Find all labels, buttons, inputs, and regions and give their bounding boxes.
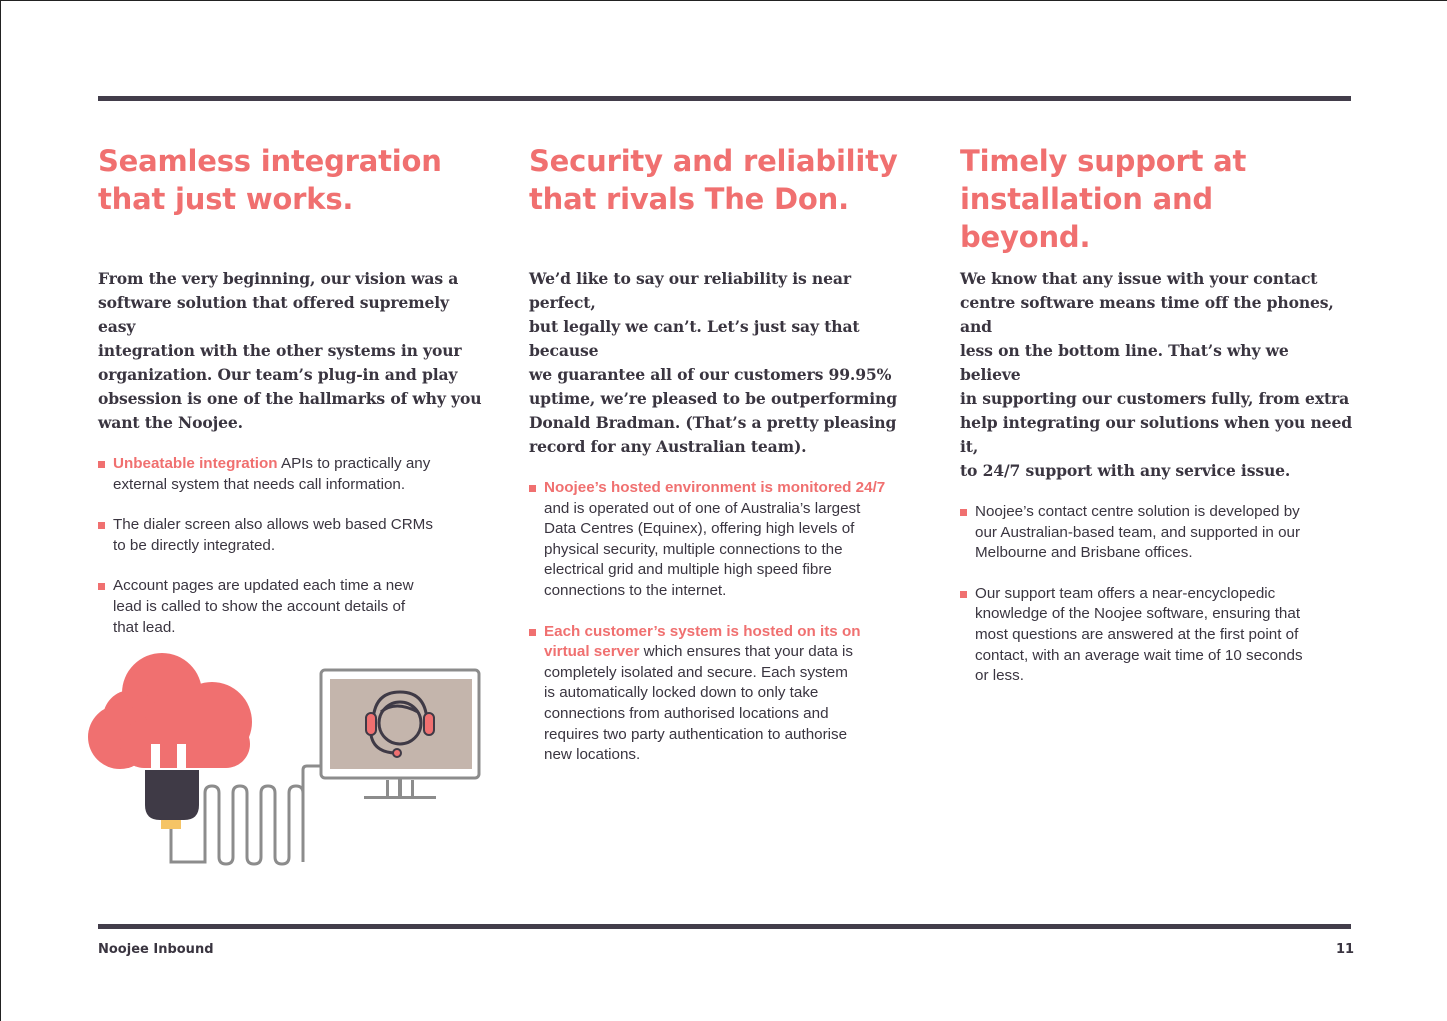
heading-integration: Seamless integration that just works. — [98, 144, 442, 216]
column-support — [960, 142, 1352, 707]
bullet-item — [960, 584, 1352, 687]
bullet-item — [98, 454, 490, 495]
bullet-item — [529, 622, 921, 766]
bullet-highlight: Noojee’s hosted environment is monitored 24/7 — [544, 479, 886, 496]
cloud-icon — [88, 653, 252, 769]
bullet-list-integration — [98, 454, 490, 638]
heading-security: Security and reliability that rivals The Don. — [529, 144, 898, 216]
intro-security: We’d like to say our reliability is near perfect, but legally we can’t. Let’s just say that because we guarantee all of our customers 99.95% uptime, we’re pleased to be outperforming Donald Bradman. (That’s a pretty pleasing record for any Australian team). — [529, 269, 897, 456]
bullet-text: APIs to practically any external system that needs call information. — [113, 455, 431, 493]
intro-integration: From the very beginning, our vision was a software solution that offered supremely easy integration with the other systems in your organization. Our team’s plug-in and play obsession is one of the hallmarks of why you want the Noojee. — [98, 269, 482, 432]
bullet-text: Noojee’s contact centre solution is developed by our Australian-based team, and supported in our Melbourne and Brisbane offices. — [975, 503, 1301, 562]
bullet-highlight: Unbeatable integration — [113, 455, 278, 472]
bottom-rule — [98, 924, 1351, 929]
column-security — [529, 142, 921, 786]
bullet-text: and is operated out of one of Australia’s largest Data Centres (Equinex), offering high levels of physical security, multiple connections to the electrical grid and multiple high speed fibre connections to the internet. — [544, 499, 861, 599]
top-rule — [98, 96, 1351, 101]
bullet-list-security — [529, 478, 921, 766]
bullet-text: Account pages are updated each time a new lead is called to show the account details of that lead. — [113, 577, 414, 636]
bullet-text: The dialer screen also allows web based CRMs to be directly integrated. — [113, 516, 433, 554]
bullet-item — [98, 515, 490, 556]
column-integration — [98, 142, 490, 658]
cloud-monitor-illustration — [85, 650, 485, 870]
bullet-item — [960, 502, 1352, 564]
footer-title: Noojee Inbound — [98, 942, 214, 957]
bullet-text: which ensures that your data is completely isolated and secure. Each system is automatically locked down to only take connections from authorised locations and requires two party authentication to authorise new locations. — [544, 643, 853, 764]
heading-support: Timely support at installation and beyond. — [960, 144, 1247, 254]
bullet-highlight: Each customer’s system is hosted on its on virtual server — [544, 622, 861, 661]
bullet-text: Our support team offers a near-encyclopedic knowledge of the Noojee software, ensuring that most questions are answered at the first point of contact, with an average wait time of 10 seconds or less. — [975, 584, 1303, 685]
bullet-list-support — [960, 502, 1352, 687]
bullet-item — [98, 576, 490, 638]
bullet-item — [529, 478, 921, 602]
intro-support: We know that any issue with your contact centre software means time off the phones, and less on the bottom line. That’s why we believe in supporting our customers fully, from extra help integrating our solutions when you need it, to 24/7 support with any service issue. — [960, 269, 1352, 480]
page-number: 11 — [1336, 942, 1355, 957]
